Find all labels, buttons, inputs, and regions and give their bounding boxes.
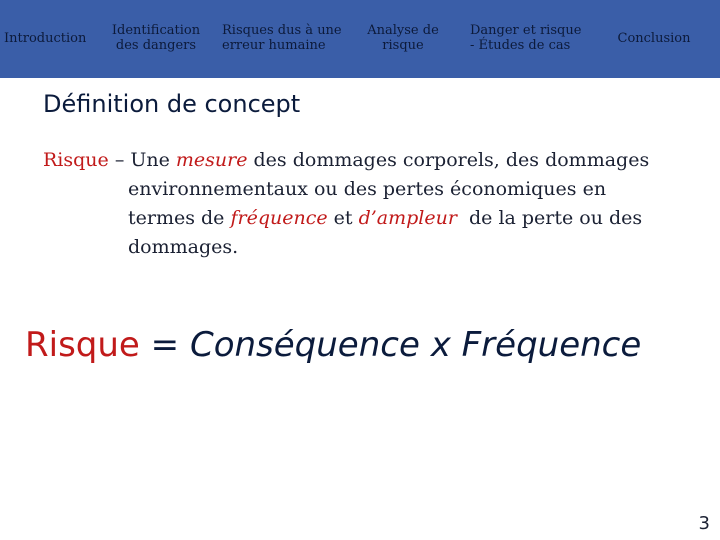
formula-equals: = [139,325,190,365]
definition-line-4: dommages. [128,236,239,258]
nav-item-label-line1: Danger et risque [470,23,582,39]
page-number: 3 [698,513,710,534]
risk-definition [43,146,703,262]
definition-line-3 [43,204,703,233]
top-navigation-bar [0,0,720,78]
nav-item-conclusion[interactable] [608,0,700,78]
formula-expression: Conséquence x Fréquence [189,325,642,365]
definition-line-1 [43,146,703,175]
nav-item-analyse-de-risque[interactable] [356,0,450,78]
definition-text: et [327,207,359,229]
definition-term: Risque [43,149,109,171]
slide-title: Définition de concept [43,90,301,118]
definition-text: – Une [108,149,176,171]
definition-text: termes de [128,207,231,229]
definition-emphasis-measure: mesure [175,149,248,171]
risk-formula [25,325,641,365]
nav-item-label: Conclusion [617,30,691,46]
definition-text: des dommages corporels, des dommages [247,149,650,171]
nav-item-danger-et-risque-etudes[interactable] [470,0,594,78]
nav-item-risques-erreur-humaine[interactable] [222,0,352,78]
definition-text: de la perte ou des [456,207,643,229]
formula-term: Risque [25,325,140,365]
nav-item-label-line2: des dangers [115,38,197,53]
nav-item-label-line2: erreur humaine [222,38,326,53]
nav-item-label-line2: risque [382,38,424,53]
definition-emphasis-frequence: fréquence [230,207,328,229]
nav-item-label-line2: - Études de cas [470,38,571,53]
nav-item-label-line1: Risques dus à une [222,23,342,39]
nav-item-label: Introduction [4,30,87,46]
nav-item-identification-des-dangers[interactable] [104,0,208,78]
definition-line-2: environnementaux ou des pertes économiques en [128,178,607,200]
definition-emphasis-ampleur: d’ampleur [358,207,457,229]
nav-item-introduction[interactable] [4,0,94,78]
nav-item-label-line1: Identification [111,23,201,39]
nav-item-label-line1: Analyse de [367,23,439,39]
